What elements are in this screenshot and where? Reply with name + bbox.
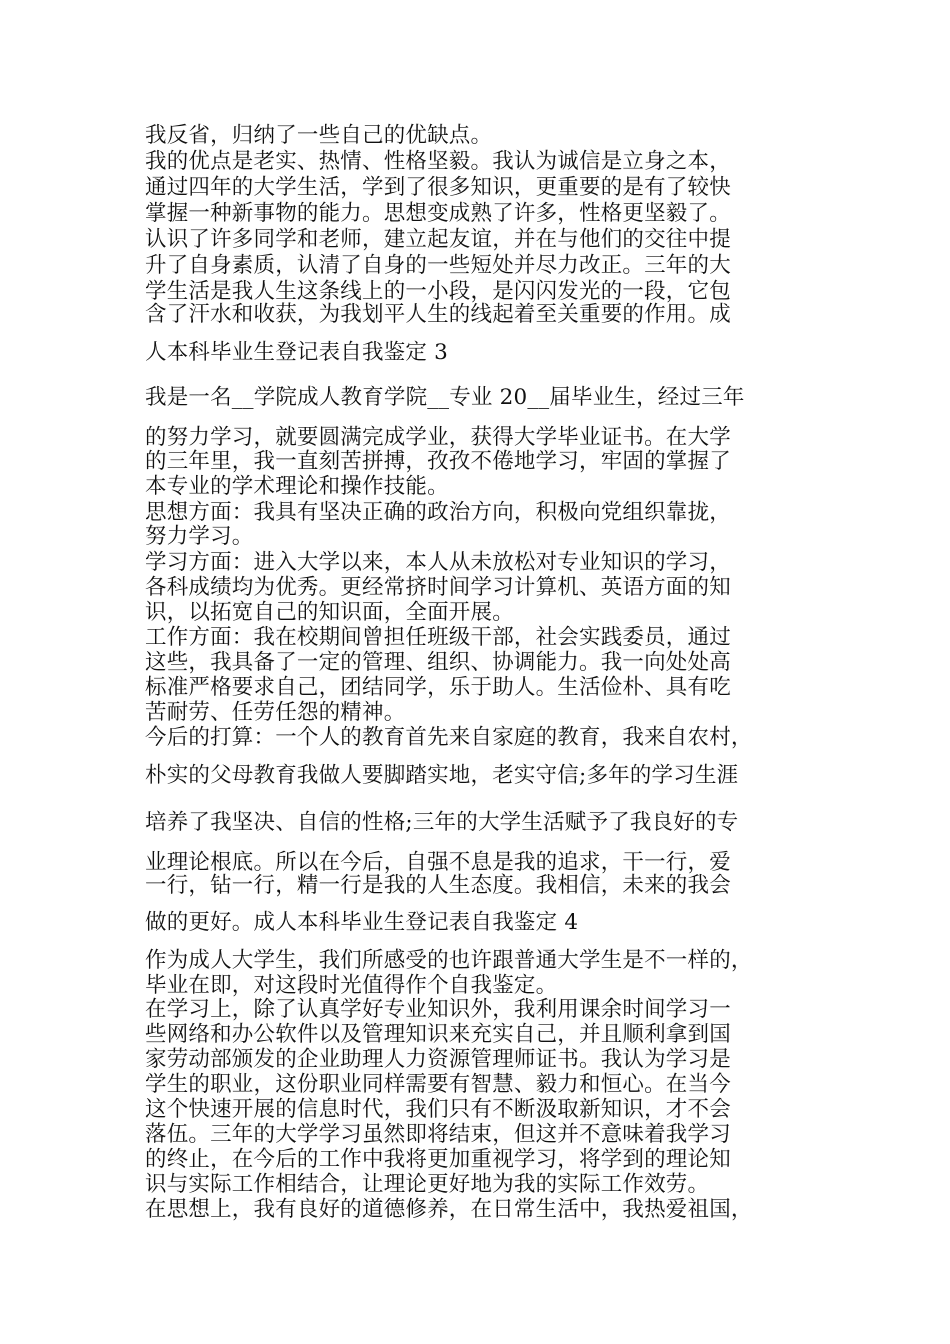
text-line: 学生活是我人生这条线上的一小段，是闪闪发光的一段，它包 xyxy=(145,279,731,304)
text-line: 学生的职业，这份职业同样需要有智慧、毅力和恒心。在当今 xyxy=(145,1072,731,1097)
text-line: 家劳动部颁发的企业助理人力资源管理师证书。我认为学习是 xyxy=(145,1047,731,1072)
text-line: 些网络和办公软件以及管理知识来充实自己，并且顺利拿到国 xyxy=(145,1022,731,1047)
section-heading-line: 人本科毕业生登记表自我鉴定 3 xyxy=(145,340,449,365)
text-line: 培养了我坚决、自信的性格;三年的大学生活赋予了我良好的专 xyxy=(145,810,739,835)
text-line: 升了自身素质，认清了自身的一些短处并尽力改正。三年的大 xyxy=(145,253,731,278)
text-line: 学习方面：进入大学以来，本人从未放松对专业知识的学习， xyxy=(145,550,731,575)
text-line: 一行，钻一行，精一行是我的人生态度。我相信，未来的我会 xyxy=(145,873,731,898)
text-line: 业理论根底。所以在今后，自强不息是我的追求，干一行，爱 xyxy=(145,850,731,875)
text-line: 毕业在即，对这段时光值得作个自我鉴定。 xyxy=(145,973,558,998)
text-line: 努力学习。 xyxy=(145,524,254,549)
text-line: 的三年里，我一直刻苦拼搏，孜孜不倦地学习，牢固的掌握了 xyxy=(145,449,731,474)
section-heading-line: 做的更好。成人本科毕业生登记表自我鉴定 4 xyxy=(145,910,579,935)
text-line: 掌握一种新事物的能力。思想变成熟了许多，性格更坚毅了。 xyxy=(145,201,731,226)
text-line: 工作方面：我在校期间曾担任班级干部，社会实践委员，通过 xyxy=(145,625,731,650)
text-line: 通过四年的大学生活，学到了很多知识，更重要的是有了较快 xyxy=(145,175,731,200)
text-line: 的努力学习，就要圆满完成学业，获得大学毕业证书。在大学 xyxy=(145,425,731,450)
text-line: 今后的打算：一个人的教育首先来自家庭的教育，我来自农村， xyxy=(145,725,753,750)
text-line: 这些，我具备了一定的管理、组织、协调能力。我一向处处高 xyxy=(145,650,731,675)
text-line: 在思想上，我有良好的道德修养，在日常生活中，我热爱祖国， xyxy=(145,1197,753,1222)
text-line: 的终止，在今后的工作中我将更加重视学习，将学到的理论知 xyxy=(145,1147,731,1172)
text-line: 识与实际工作相结合，让理论更好地为我的实际工作效劳。 xyxy=(145,1172,710,1197)
text-line: 我的优点是老实、热情、性格坚毅。我认为诚信是立身之本， xyxy=(145,149,731,174)
text-line: 本专业的学术理论和操作技能。 xyxy=(145,474,449,499)
text-line: 在学习上，除了认真学好专业知识外，我利用课余时间学习一 xyxy=(145,997,731,1022)
text-line: 苦耐劳、任劳任怨的精神。 xyxy=(145,700,406,725)
text-line: 这个快速开展的信息时代，我们只有不断汲取新知识，才不会 xyxy=(145,1097,731,1122)
text-line: 作为成人大学生，我们所感受的也许跟普通大学生是不一样的， xyxy=(145,948,753,973)
text-line: 识，以拓宽自己的知识面，全面开展。 xyxy=(145,600,514,625)
text-line: 思想方面：我具有坚决正确的政治方向，积极向党组织靠拢， xyxy=(145,500,731,525)
text-line: 各科成绩均为优秀。更经常挤时间学习计算机、英语方面的知 xyxy=(145,575,731,600)
text-line: 我是一名__学院成人教育学院__专业 20__届毕业生，经过三年 xyxy=(145,385,745,410)
text-line: 含了汗水和收获，为我划平人生的线起着至关重要的作用。成 xyxy=(145,302,731,327)
text-line: 朴实的父母教育我做人要脚踏实地，老实守信;多年的学习生涯 xyxy=(145,763,739,788)
text-line: 标准严格要求自己，团结同学，乐于助人。生活俭朴、具有吃 xyxy=(145,675,731,700)
text-line: 认识了许多同学和老师，建立起友谊，并在与他们的交往中提 xyxy=(145,227,731,252)
text-line: 我反省，归纳了一些自己的优缺点。 xyxy=(145,123,493,148)
text-line: 落伍。三年的大学学习虽然即将结束，但这并不意味着我学习 xyxy=(145,1122,731,1147)
